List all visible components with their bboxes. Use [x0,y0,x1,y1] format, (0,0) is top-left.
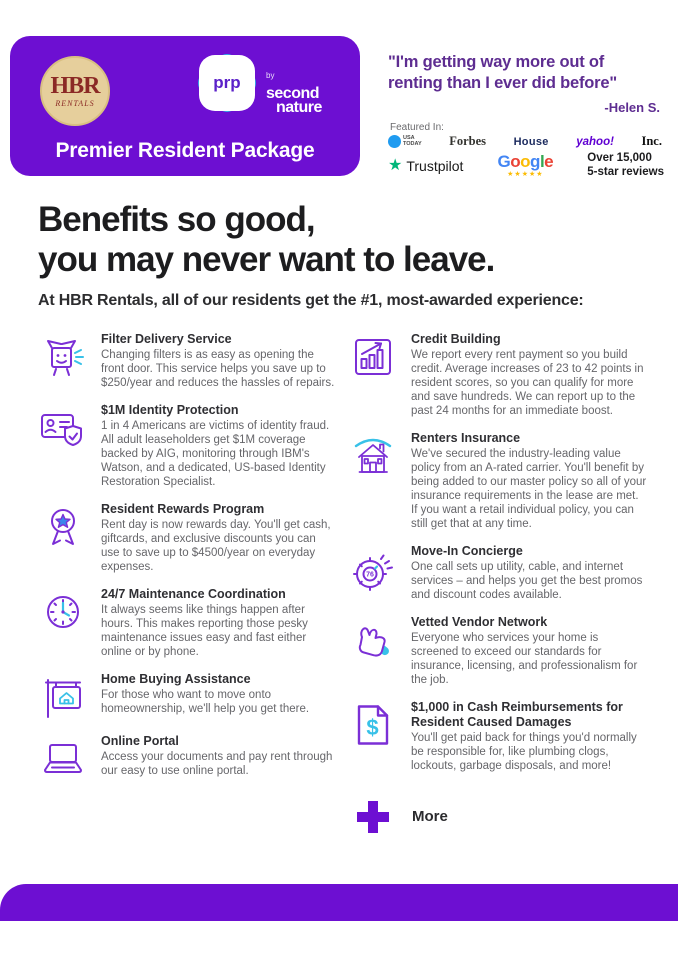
google-logo: Google ★★★★★ [497,152,554,179]
benefit-more [344,792,662,841]
benefit-rewards [34,502,338,574]
hbr-rentals-logo [40,56,110,126]
prp-label: prp [213,73,241,92]
benefit-description: You'll get paid back for things you'd normally be responsible for, like plumbing clogs, lockouts, garbage disposals, and more! [411,732,637,773]
benefits-column-right [344,332,662,841]
dollar-document-icon [344,700,402,773]
usa-today-line1: USA [403,134,415,141]
benefit-identity-protection [34,403,338,489]
benefit-title: Vetted Vendor Network [411,615,548,630]
benefit-description: Access your documents and pay rent through our easy to use online portal. [101,751,333,778]
benefit-description: It always seems like things happen after hours. This makes reporting those pesky maintenance issues easy and fast either online or by phone. [101,604,308,659]
quote-attribution: -Helen S. [604,100,660,115]
benefit-description: One call sets up utility, cable, and internet services – and helps you get the best promos and discount codes available. [411,561,643,602]
reviews-count: Over 15,000 [587,152,652,164]
page-headline [38,200,494,279]
featured-in-label: Featured In: [390,122,444,133]
plus-icon [344,792,402,841]
benefit-title: Move-In Concierge [411,544,523,559]
thermostat-dial-icon [344,544,402,602]
usa-today-circle-icon [388,135,401,148]
quote-line-2: renting than I ever did before" [388,73,617,92]
by-label: by [266,71,275,80]
benefits-column-left [34,332,338,783]
nature-word: nature [276,99,322,117]
package-title: Premier Resident Package [55,139,315,162]
benefit-title: $1M Identity Protection [101,403,239,418]
benefit-title: Home Buying Assistance [101,672,251,687]
dollar-symbol: $ [366,715,379,741]
benefit-maintenance [34,587,338,659]
benefit-title: Renters Insurance [411,431,521,446]
benefit-title: 24/7 Maintenance Coordination [101,587,286,602]
prp-badge-icon [196,52,258,114]
inc-logo: Inc. [641,134,662,148]
second-word: second [266,84,320,102]
google-stars-icon: ★★★★★ [507,171,544,179]
forbes-logo: Forbes [449,134,487,148]
benefit-credit-building [344,332,662,418]
benefit-description: Rent day is now rewards day. You'll get cash, giftcards, and exclusive discounts you can use to save up to $4500/year on everyday expenses. [101,519,331,574]
laptop-icon [34,734,92,783]
benefit-description: Changing filters is as easy as opening the front door. This service helps you save up to $250/year and reduces the hassles of repairs. [101,349,335,390]
rewards-medal-icon [34,502,92,574]
benefit-description: We report every rent payment so you build credit. Average increases of 23 to 42 points in resident scores, so you can qualify for more and save hundreds. We can report up to the past 24 months for an immediate boost. [411,349,644,418]
press-logo-row [388,134,662,149]
benefit-home-buying [34,672,338,721]
hbr-logo-subtext: RENTALS [55,99,95,108]
trustpilot-logo [388,158,463,174]
hbr-logo-text: HBR [50,73,100,99]
usa-today-line2: TODAY [403,140,422,147]
benefit-description: For those who want to move onto homeownership, we'll help you get there. [101,689,310,716]
benefit-title: Credit Building [411,332,501,346]
benefit-title: $1,000 in Cash Reimbursements for Resident Caused Damages [411,700,623,730]
benefit-description: 1 in 4 Americans are victims of identity fraud. All adult leaseholders get $1M coverage backed by AIG, monitoring through IBM's Watson, and a dedicated, US-based Identity Restoration Specialist. [101,420,330,489]
benefit-description: Everyone who services your home is screened to exceed our standards for insurance, licensing, and professionalism for the job. [411,632,638,687]
benefit-move-in-concierge [344,544,662,602]
clock-icon [34,587,92,659]
yahoo-logo: yahoo! [576,135,614,148]
reviews-label: 5-star reviews [587,165,664,178]
second-nature-wordmark [266,72,322,116]
identity-protection-icon [34,403,92,489]
usa-today-logo [388,135,422,148]
credit-chart-icon [344,332,402,418]
insured-house-icon [344,431,402,531]
trustpilot-name: Trustpilot [406,157,464,174]
benefit-title: Filter Delivery Service [101,332,232,346]
quote-line-1: "I'm getting way more out of [388,53,605,71]
more-label: More [412,808,448,826]
footer-band [0,884,678,921]
benefit-vetted-vendors [344,615,662,687]
headline-line-2: you may never want to leave. [38,239,495,279]
benefit-online-portal [34,734,338,783]
testimonial-quote [388,52,664,94]
benefit-title: Online Portal [101,734,179,749]
benefit-renters-insurance [344,431,662,531]
thumbs-up-icon [344,615,402,687]
filter-delivery-icon [34,332,92,390]
thermostat-temp-label: 76 [366,571,374,579]
headline-subtitle: At HBR Rentals, all of our residents get the #1, most-awarded experience: [38,292,584,309]
reviews-row [388,152,664,180]
benefit-cash-reimbursements [344,700,662,773]
prp-badge-front-shape [199,55,255,111]
home-sign-icon [34,672,92,721]
benefit-description: We've secured the industry-leading value policy from an A-rated carrier. You'll benefit by being added to our master policy so all of your insurance requirements in the lease are met. If you want a retail individual policy, you can still get that at any time. [411,448,647,531]
header-band [10,36,360,176]
house-beautiful-logo: House [513,135,549,148]
trustpilot-star-icon: ★ [388,156,403,174]
benefit-title: Resident Rewards Program [101,502,265,517]
benefit-filter-delivery [34,332,338,390]
headline-line-1: Benefits so good, [38,200,315,239]
